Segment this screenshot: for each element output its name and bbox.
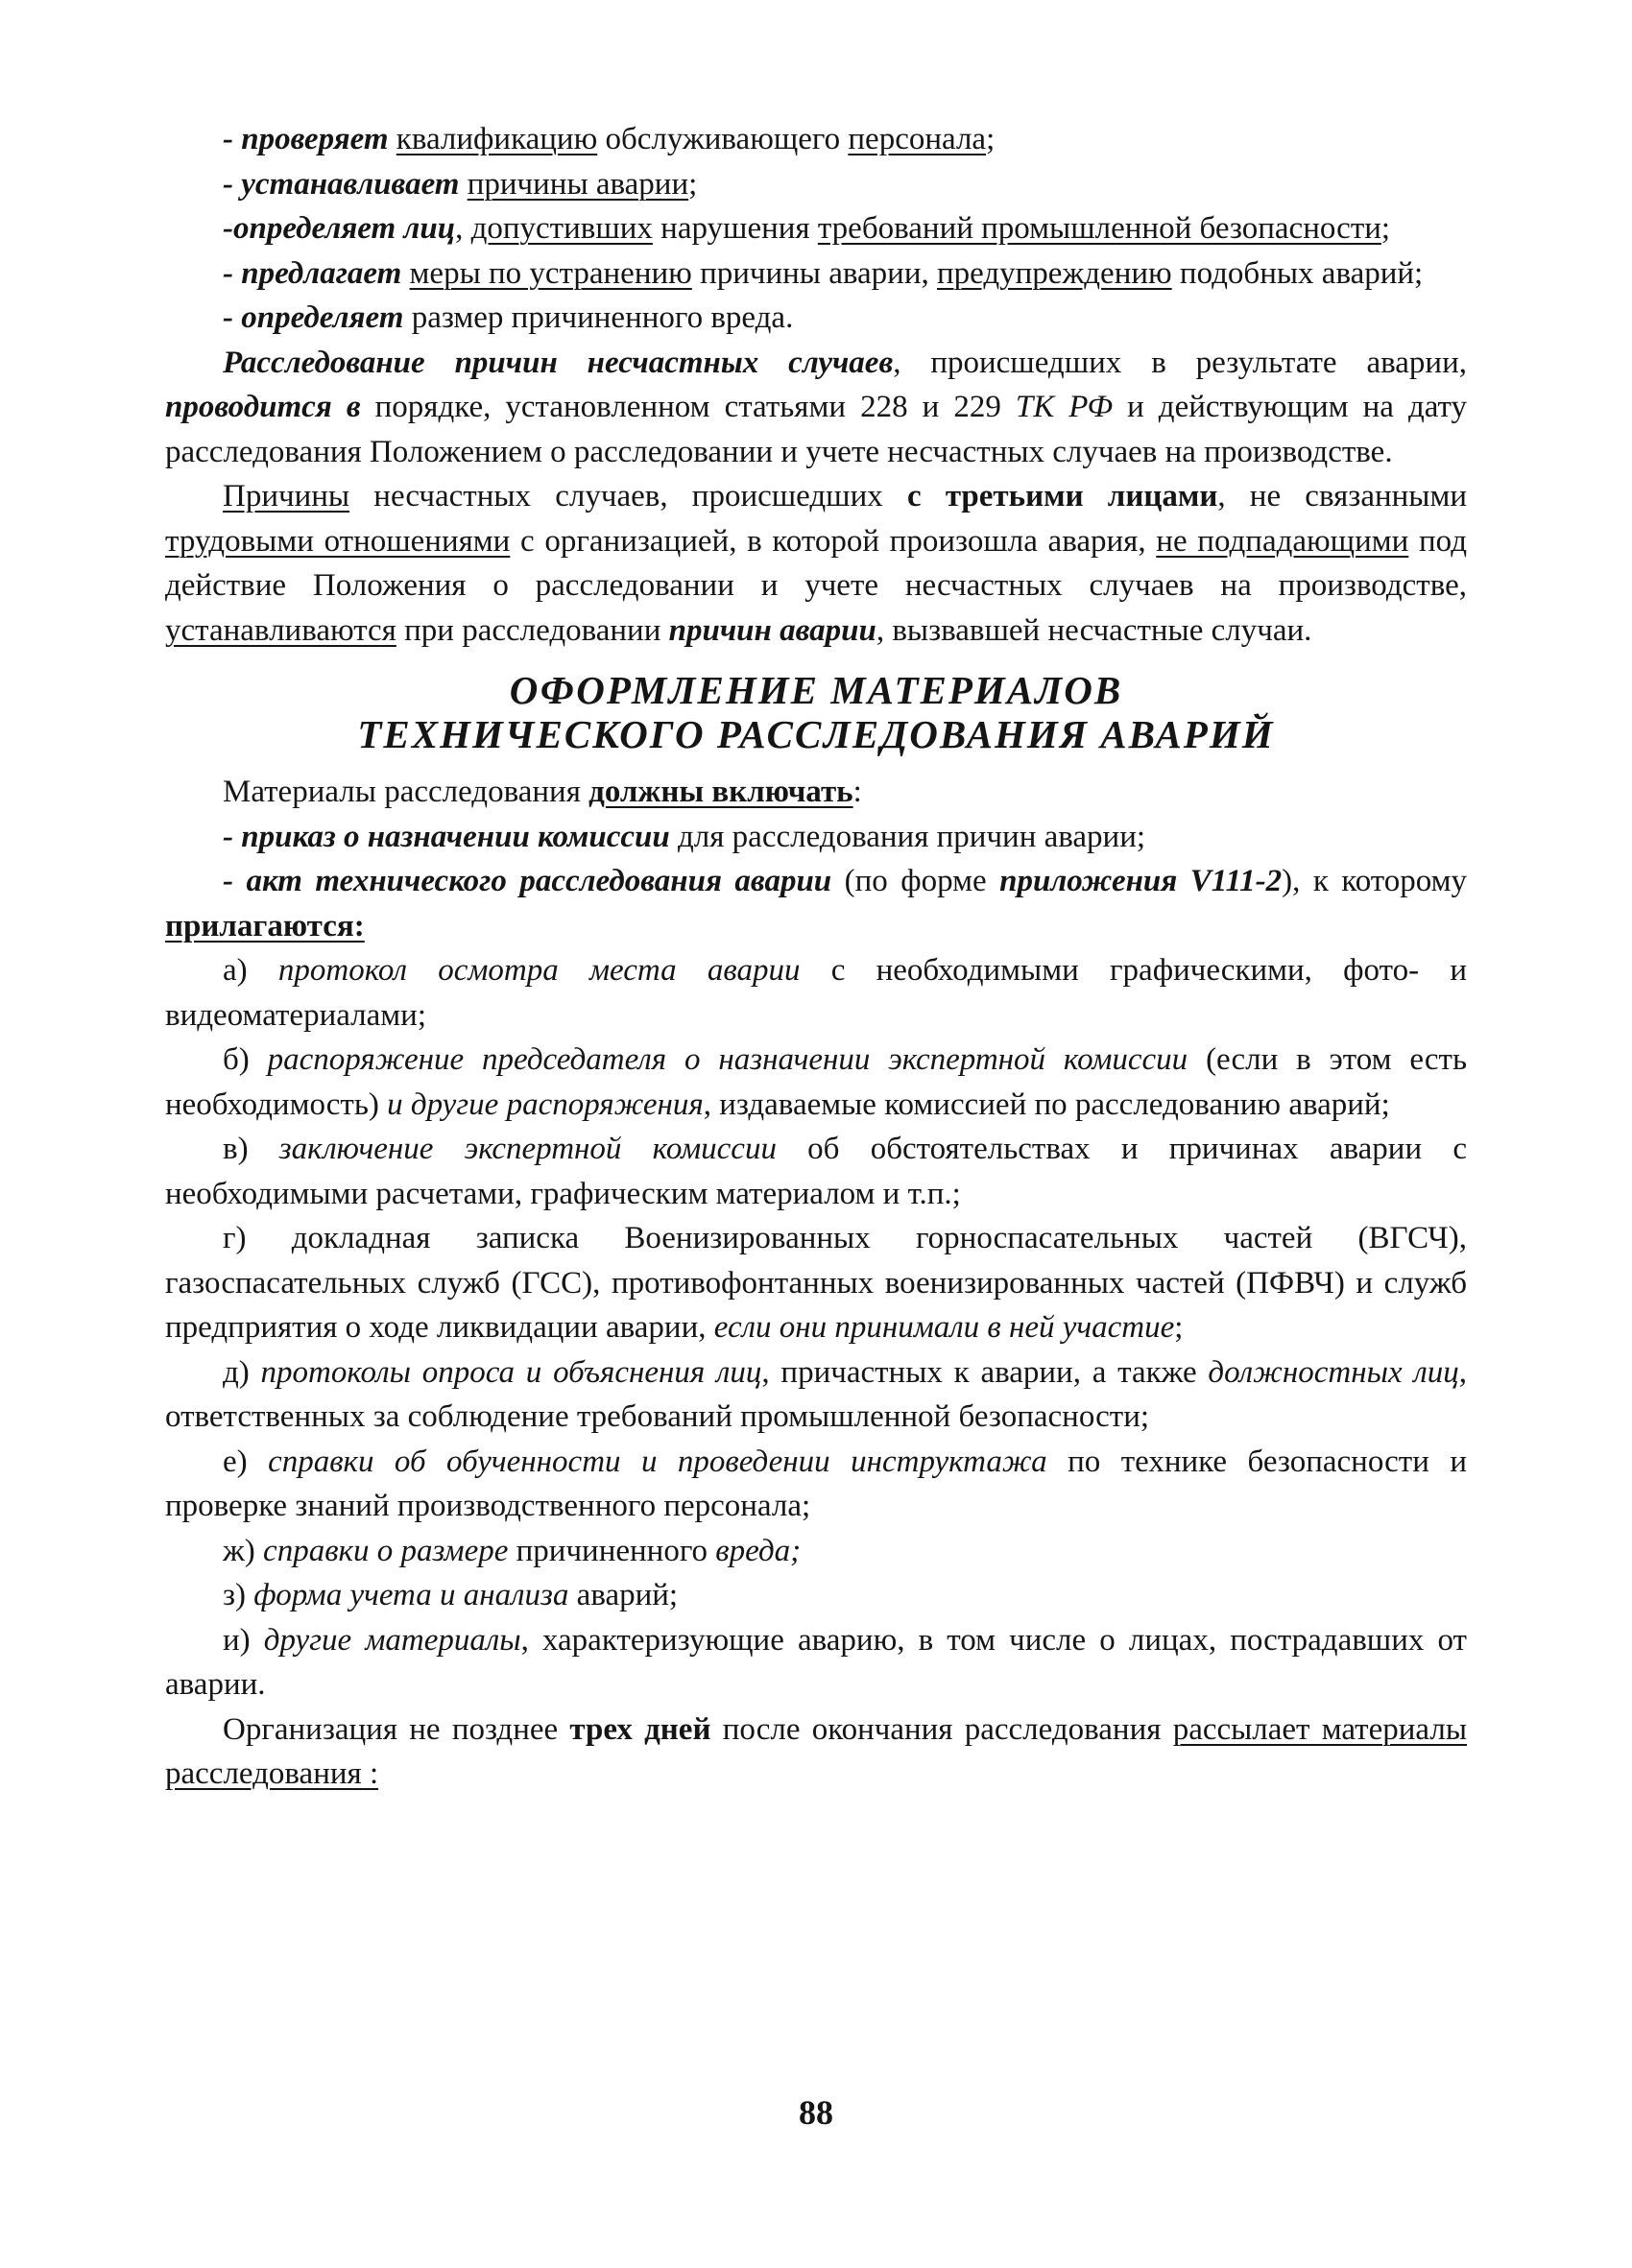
- paragraph-third-parties: [165, 474, 1467, 653]
- underlined-text: персонала: [848, 122, 987, 156]
- page-number: 88: [799, 2093, 833, 2132]
- text-run: [401, 256, 409, 291]
- duty-item-check-qualification: [165, 117, 1467, 162]
- bold-text: с третьими лицами: [906, 479, 1218, 513]
- underlined-text: причины аварии: [467, 166, 689, 202]
- text-run: нарушения: [652, 211, 818, 246]
- text-run: ), к которому: [1282, 864, 1468, 898]
- text-run: ;: [688, 166, 698, 202]
- text-run: докладная записка Военизированных горноспасательных частей (ВГСЧ), газоспасательных служб (ГСС), противофонтанных военизированных частей (ПФВЧ) и служб предприятия о ходе ликвидации аварии,: [165, 1221, 1467, 1345]
- text-run: , причастных к аварии, а также: [761, 1354, 1209, 1390]
- text-run: (по форме: [831, 864, 1000, 898]
- emphasis-text: должностных лиц: [1208, 1354, 1459, 1390]
- text-run: об обстоятельствах и причинах аварии с необходимыми расчетами, графическим материалом и т.п.;: [165, 1132, 1468, 1211]
- item-label: ж): [223, 1533, 255, 1568]
- text-run: обслуживающего: [597, 122, 849, 156]
- underlined-text: трудовыми отношениями: [165, 523, 511, 559]
- item-label: з): [223, 1578, 247, 1612]
- text-run: после окончания расследования: [710, 1711, 1173, 1747]
- text-run: [389, 122, 396, 156]
- text-run: под действие Положения о расследовании и учете несчастных случаев на производстве,: [165, 523, 1467, 603]
- materials-intro: [165, 770, 1467, 815]
- section-heading: [165, 668, 1467, 756]
- text-run: размер причиненного вреда.: [403, 300, 794, 335]
- attachment-item-d: [165, 1350, 1467, 1440]
- duty-item-determine-damage: [165, 296, 1467, 341]
- emphasis-text: распоряжение председателя о назначении экспертной комиссии: [249, 1042, 1188, 1077]
- emphasis-text: форма учета и анализа: [246, 1578, 569, 1612]
- paragraph-distribution: [165, 1707, 1467, 1797]
- text-run: ;: [986, 122, 996, 156]
- underlined-text: Причины: [223, 479, 350, 513]
- emphasis-text: справки об обученности и проведении инструктажа: [247, 1444, 1047, 1479]
- emphasis-text: протокол осмотра места аварии: [247, 953, 801, 988]
- section-heading-line-1: ОФОРМЛЕНИЕ МАТЕРИАЛОВ: [509, 668, 1123, 712]
- item-label: б): [223, 1042, 250, 1077]
- text-run: ;: [1174, 1310, 1184, 1345]
- text-run: Материалы расследования: [223, 775, 589, 809]
- emphasis-text: Расследование причин несчастных случаев: [223, 345, 894, 380]
- emphasis-text: ТК РФ: [1015, 390, 1114, 424]
- text-run: , происшедших в результате аварии,: [893, 345, 1467, 380]
- text-run: аварий;: [568, 1578, 679, 1612]
- text-run: подобных аварий;: [1171, 255, 1424, 291]
- materials-item-act: [165, 859, 1467, 948]
- materials-item-order: [165, 815, 1467, 860]
- section-heading-line-2: ТЕХНИЧЕСКОГО РАССЛЕДОВАНИЯ АВАРИЙ: [357, 712, 1275, 756]
- emphasis-text: приложения V111-2: [999, 864, 1283, 898]
- attachment-item-z: [165, 1573, 1467, 1618]
- text-run: (если в этом есть необходимость): [165, 1042, 1468, 1122]
- text-run: , издаваемые комиссией по расследованию аварий;: [703, 1086, 1390, 1122]
- duty-item-establish-causes: [165, 162, 1467, 207]
- attachment-item-e: [165, 1440, 1467, 1529]
- bold-underlined-text: прилагаются:: [165, 908, 365, 943]
- text-run: с необходимыми графическими, фото- и видеоматериалами;: [165, 953, 1467, 1033]
- underlined-text: меры по устранению: [409, 255, 692, 291]
- underlined-text: квалификацию: [396, 122, 598, 156]
- duty-verb: - предлагает: [223, 255, 402, 291]
- text-run: несчастных случаев, происшедших: [349, 479, 907, 513]
- item-label: и): [223, 1622, 251, 1658]
- text-run: для расследования причин аварии;: [669, 819, 1146, 854]
- attachment-item-g: [165, 1216, 1467, 1350]
- text-run: и действующим на дату расследования Положением о расследовании и учете несчастных случаев на производстве.: [165, 390, 1468, 469]
- page-content: [165, 117, 1467, 1797]
- underlined-text: предупреждению: [936, 255, 1172, 291]
- text-run: причины аварии,: [691, 255, 937, 291]
- underlined-text: устанавливаются: [165, 612, 396, 648]
- bold-underlined-text: должны включать: [588, 775, 853, 809]
- attachment-item-i: [165, 1618, 1467, 1707]
- emphasis-text: протоколы опроса и объяснения лиц: [249, 1354, 762, 1390]
- emphasis-text: заключение экспертной комиссии: [248, 1132, 777, 1166]
- duty-verb: - проверяет: [223, 122, 389, 156]
- attachment-item-v: [165, 1127, 1467, 1216]
- text-run: по технике безопасности и проверке знаний производственного персонала;: [165, 1444, 1467, 1523]
- item-label: д): [223, 1354, 250, 1390]
- text-run: , характеризующие аварию, в том числе о лицах, пострадавших от аварии.: [165, 1622, 1467, 1702]
- emphasis-text: причин аварии: [668, 612, 876, 648]
- text-run: , не связанными: [1217, 479, 1468, 513]
- text-run: [459, 167, 467, 202]
- text-run: порядке, установленном статьями 228 и 229: [360, 390, 1016, 424]
- duty-item-identify-persons: [165, 206, 1467, 251]
- emphasis-text: и другие распоряжения: [387, 1086, 704, 1122]
- bold-text: трех дней: [569, 1711, 711, 1747]
- text-run: , вызвавшей несчастные случаи.: [876, 612, 1312, 648]
- paragraph-accident-investigation: [165, 341, 1467, 475]
- emphasis-text: вреда;: [715, 1533, 802, 1568]
- duty-verb: -определяет лиц: [223, 211, 456, 246]
- text-run: ;: [1380, 211, 1391, 246]
- item-label: е): [223, 1444, 248, 1479]
- underlined-text: не подпадающими: [1156, 523, 1409, 559]
- text-run: причиненного: [508, 1533, 716, 1568]
- text-run: Организация не позднее: [223, 1711, 570, 1747]
- attachment-item-zh: [165, 1529, 1467, 1574]
- item-label: в): [223, 1132, 249, 1166]
- attachment-item-b: [165, 1038, 1467, 1127]
- emphasis-text: проводится в: [165, 390, 361, 424]
- duty-item-propose-measures: [165, 251, 1467, 297]
- emphasis-text: справки о размере: [254, 1533, 509, 1568]
- text-run: , ответственных за соблюдение требований промышленной безопасности;: [165, 1354, 1467, 1434]
- emphasis-text: - акт технического расследования аварии: [223, 864, 832, 898]
- text-run: :: [852, 775, 862, 809]
- item-label: а): [223, 953, 248, 988]
- underlined-text: допустивших: [470, 211, 653, 246]
- attachment-item-a: [165, 948, 1467, 1038]
- emphasis-text: если они принимали в ней участие: [713, 1310, 1175, 1345]
- text-run: с организацией, в которой произошла авария,: [510, 523, 1157, 559]
- emphasis-text: - приказ о назначении комиссии: [223, 819, 670, 854]
- emphasis-text: другие материалы: [250, 1622, 521, 1658]
- underlined-text: рассылает материалы расследования :: [165, 1711, 1467, 1791]
- underlined-text: требований промышленной безопасности: [817, 211, 1381, 246]
- item-label: г): [223, 1221, 247, 1255]
- text-run: ,: [455, 211, 471, 246]
- text-run: при расследовании: [396, 612, 669, 648]
- duty-verb: - определяет: [223, 300, 404, 335]
- duty-verb: - устанавливает: [223, 166, 460, 202]
